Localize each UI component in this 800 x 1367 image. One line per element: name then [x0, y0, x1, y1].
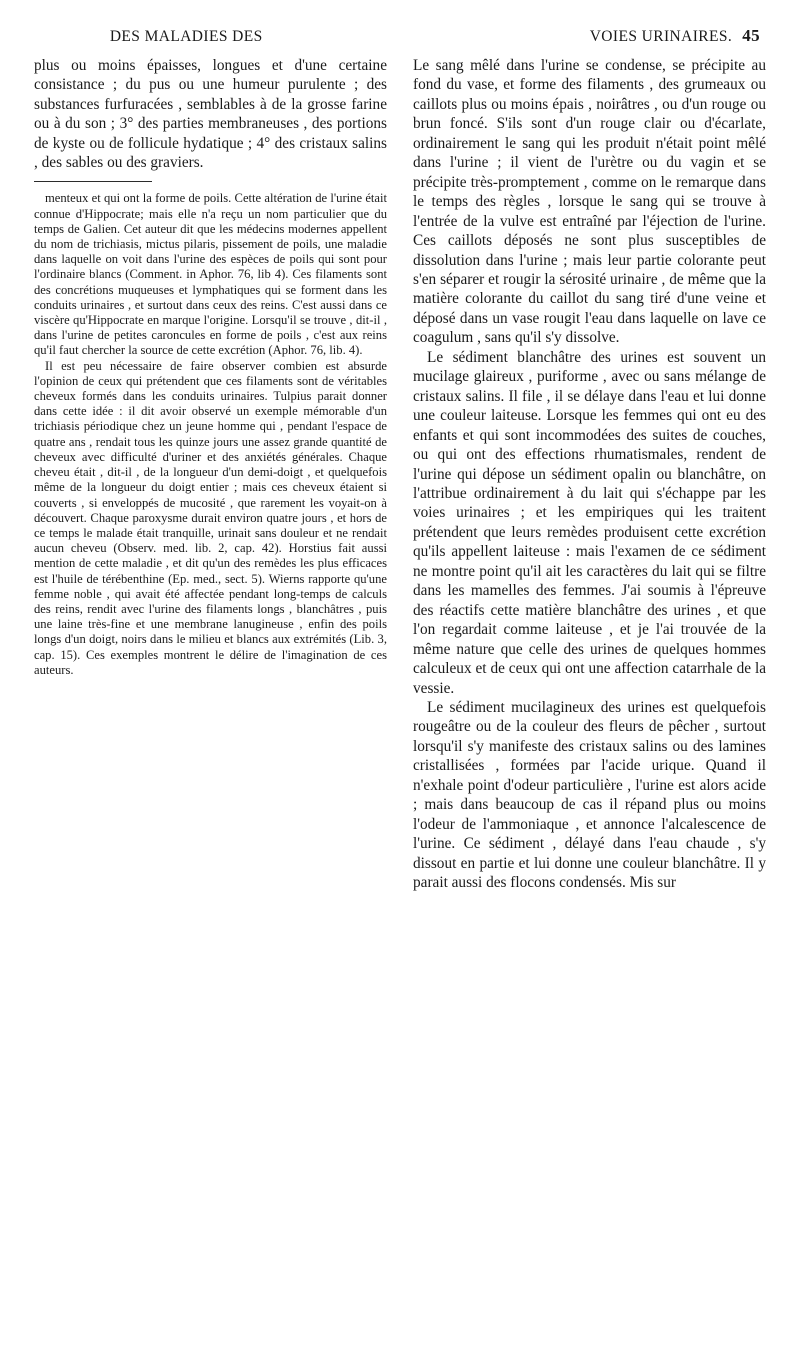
page-number: 45: [742, 26, 760, 45]
left-column-body: [34, 56, 387, 172]
paragraph: Le sang mêlé dans l'urine se condense, se précipite au fond du vase, et forme des filaments , des grumeaux ou caillots plus ou moins épais , noirâtres , ou d'un rouge ou brun foncé. S'ils sont d'un rouge clair ou d'écarlate, ordinairement le sang qui les produit n'était point mêlé dans l'urine ; il vient de l'urètre ou du vagin et se précipite très-promptement , comme on le remarque dans le temps des règles , lorsque le sang qui se trouve à l'entrée de la vulve est entraîné par l'éjection de l'urine. Ces caillots déposés ne sont plus susceptibles de dissolution dans l'urine ; mais leur partie colorante peut s'en séparer et rougir la sérosité urinaire , de même que la matière colorante du caillot du sang tiré d'une veine et déposé dans un vase rougit l'eau dans laquelle on lave ce coagulum , sans qu'il s'y dissolve.: [413, 57, 766, 347]
right-column-body: [413, 56, 766, 892]
paragraph: Le sédiment blanchâtre des urines est souvent un mucilage glaireux , puriforme , avec ou sans mélange de cristaux salins. Il file , il se délaye dans l'eau et lui donne une couleur laiteuse. Lorsque les femmes qui ont eu des enfants et qui sont incommodées des suites de couches, ou qui ont des effections rhumatismales, rendent de l'urine qui dépose un sédiment opalin ou blanchâtre, on l'attribue ordinairement à du lait qui s'échappe par les voies urinaires ; et les empiriques qui les traitent prétendent que leurs remèdes produisent cette excrétion qu'ils appellent laiteuse : mais l'examen de ce sédiment ne montre point qu'il ait les caractères du lait qui se filtre dans les mamelles des femmes. J'ai soumis à l'épreuve des réactifs cette matière blanchâtre des urines , et que l'on regardait comme laiteuse , et je l'ai trouvée de la même nature que celle des urines de quelques hommes calculeux et de ceux qui ont une affection catarrhale de la vessie.: [413, 348, 766, 697]
running-head: [34, 26, 766, 46]
paragraph: Le sédiment mucilagineux des urines est quelquefois rougeâtre ou de la couleur des fleurs de pêcher , surtout lorsqu'il s'y manifeste des cristaux salins ou des lamines cristallisées , formées par l'acide urique. Quand il n'exhale point d'odeur particulière , l'urine est alors acide ; mais dans beaucoup de cas il répand plus ou moins l'odeur de l'ammoniaque , et annonce l'alcalescence de l'urine. Ce sédiment , délayé dans l'eau chaude , s'y dissout en partie et lui donne une couleur blanchâtre. Il y parait aussi des flocons condensés. Mis sur: [413, 698, 766, 892]
paragraph: plus ou moins épaisses, longues et d'une certaine consistance ; du pus ou une humeur purulente ; des substances furfuracées , semblables à de la grosse farine ou à du son ; 3° des parties membraneuses , des portions de kyste ou de follicule hydatique ; 4° des cristaux salins , des sables ou des graviers.: [34, 57, 387, 172]
running-head-left: DES MALADIES DES: [109, 28, 263, 45]
left-column: [34, 56, 387, 1346]
two-column-layout: [34, 56, 766, 1346]
footnote-separator: [34, 181, 152, 182]
running-head-right: VOIES URINAIRES.: [589, 28, 733, 45]
right-column: [413, 56, 766, 1346]
footnote-paragraph: menteux et qui ont la forme de poils. Cette altération de l'urine était connue d'Hippocrate; mais elle n'a reçu un nom particulier que du temps de Galien. Cet auteur dit que les médecins modernes appellent du nom de trichiasis, mictus pilaris, pissement de poils, une maladie dans laquelle on voit dans l'urine des espèces de poils qui sont pour l'ordinaire blancs (Comment. in Aphor. 76, lib 4). Ces filaments sont des concrétions muqueuses et lymphatiques qui se forment dans les conduits urinaires , et surtout dans ceux des reins. C'est aussi dans ce viscère qu'Hippocrate en marque l'origine. Lorsqu'il se trouve , dit-il , dans l'urine de petites caroncules en forme de poils , c'est aux reins qu'il faut chercher la source de cette excrétion (Aphor. 76, lib. 4).: [34, 191, 387, 358]
left-column-footnotes: [34, 191, 387, 678]
footnote-paragraph: Il est peu nécessaire de faire observer combien est absurde l'opinion de ceux qui prétendent que ces filaments sont de véritables cheveux formés dans les conduits urinaires. Tulpius parait donner dans cette idée : il dit avoir observé un exemple mémorable d'un trichiasis périodique chez un jeune homme qui , pendant l'espace de quatre ans , rendait tous les quinze jours une assez grande quantité de cheveux avec difficulté d'uriner et des anxiétés générales. Chaque cheveu était , dit-il , de la longueur d'un demi-doigt , et quelquefois même de la longueur du doigt entier ; mais ces cheveux étaient si couverts , si enveloppés de mucosité , que rarement les voyait-on à découvert. Chaque paroxysme durait environ quatre jours , et hors de ce temps le malade était tranquille, urinait sans douleur et ne rendait aucun cheveu (Observ. med. lib. 2, cap. 42). Horstius fait aussi mention de cette maladie , et dit qu'un des remèdes les plus efficaces est l'huile de térébenthine (Ep. med., sect. 5). Wierns rapporte qu'une femme noble , qui avait été affectée pendant long-temps de calculs des reins, rendit avec l'urine des filaments longs , blanchâtres , puis une laine très-fine et une membrane lanugineuse , enfin des poils longs d'un doigt, noirs dans le milieu et blancs aux extrémités (Lib. 3, cap. 15). Ces exemples montrent le délire de l'imagination de ces auteurs.: [34, 358, 387, 677]
